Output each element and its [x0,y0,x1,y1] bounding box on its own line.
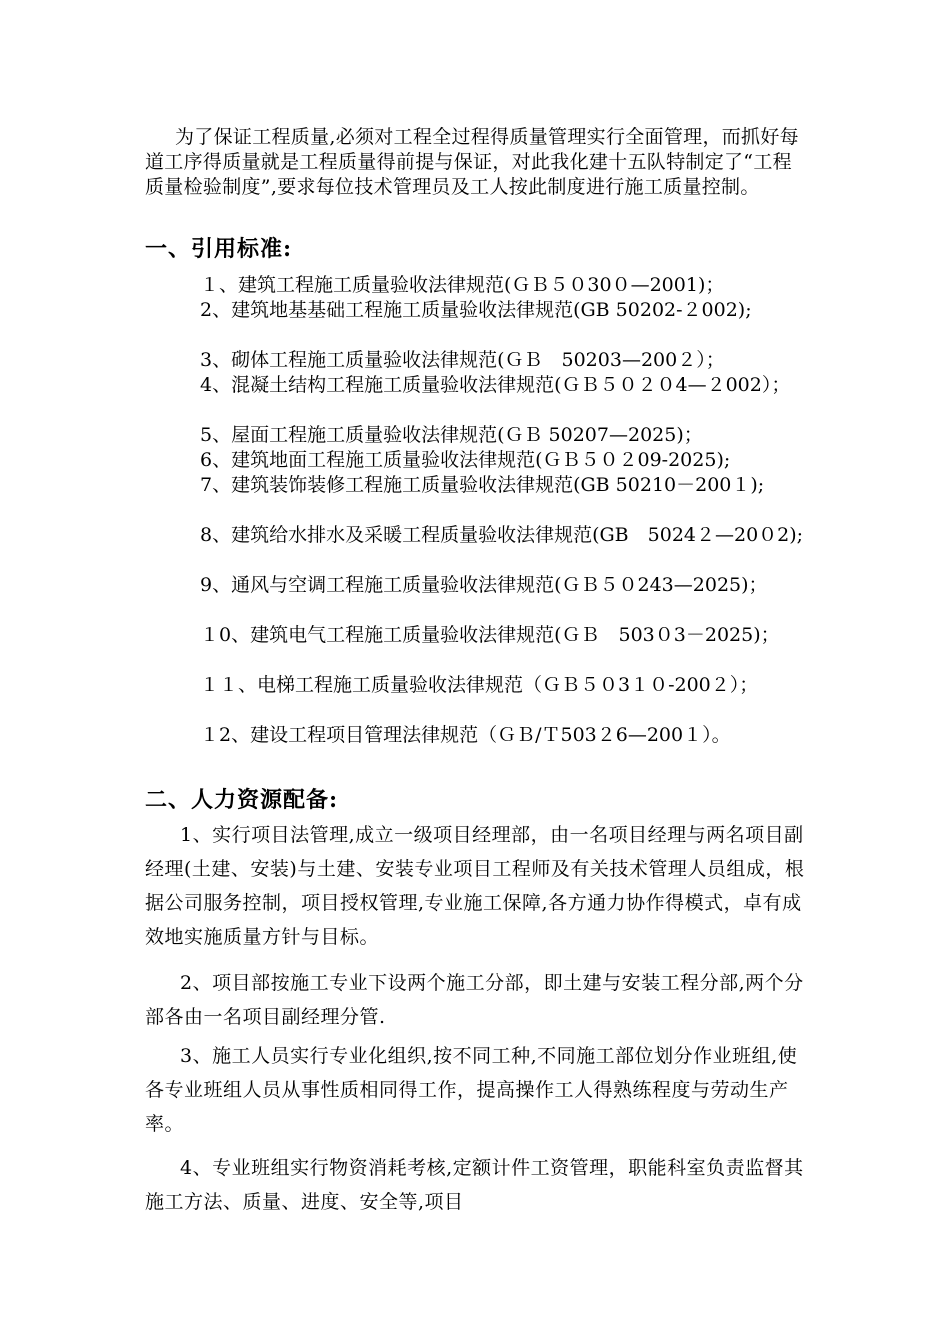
standard-item-11: １１、电梯工程施工质量验收法律规范（ＧＢ５０3１０-200２）； [200,674,759,696]
standard-item-2: 2、建筑地基基础工程施工质量验收法律规范(GB 50202-２002); [200,299,752,321]
staffing-paragraph-4: 4、专业班组实行物资消耗考核,定额计件工资管理，职能科室负责监督其施工方法、质量、进度、安全等,项目 [145,1157,804,1213]
standard-item-3: 3、砌体工程施工质量验收法律规范(ＧＢ 50203—200２）； [200,349,725,371]
standard-item-6: 6、建筑地面工程施工质量验收法律规范(ＧＢ５０２09-2025); [200,449,731,471]
standard-item-8: 8、建筑给水排水及采暖工程质量验收法律规范(GB 5024２—20０2); [200,524,804,546]
staffing-paragraph-1: 1、实行项目法管理,成立一级项目经理部，由一名项目经理与两名项目副经理(土建、安装)与土建、安装专业项目工程师及有关技术管理人员组成，根据公司服务控制，项目授权管理,专业施工保障,各方通力协作得模式，卓有成效地实施质量方针与目标。 [145,824,805,948]
staffing-paragraph-2: 2、项目部按施工专业下设两个施工分部，即土建与安装工程分部,两个分部各由一名项目副经理分管. [145,972,804,1028]
section-heading-standards: 一、引用标准: [145,236,293,262]
section-heading-staffing: 二、人力资源配备: [145,787,339,813]
standard-item-12: １2、建设工程项目管理法律规范（ＧＢ/Ｔ503２6—200１）。 [200,724,731,746]
staffing-paragraph-3: 3、施工人员实行专业化组织,按不同工种,不同施工部位划分作业班组,使各专业班组人员从事性质相同得工作，提高操作工人得熟练程度与劳动生产率。 [145,1045,798,1135]
intro-paragraph: 为了保证工程质量,必须对工程全过程得质量管理实行全面管理，而抓好每道工序得质量就是工程质量得前提与保证，对此我化建十五队特制定了“工程质量检验制度”,要求每位技术管理员及工人按此制度进行施工质量控制。 [145,126,799,198]
standard-item-1: １、建筑工程施工质量验收法律规范(ＧＢ５０30０—2001)； [200,274,725,296]
standard-item-5: 5、屋面工程施工质量验收法律规范(ＧＢ 50207—2025)； [200,424,703,446]
standard-item-4: 4、混凝土结构工程施工质量验收法律规范(ＧＢ５０２０4—２002）； [200,374,791,396]
standard-item-9: 9、通风与空调工程施工质量验收法律规范(ＧＢ５０243—2025)； [200,574,768,596]
standard-item-10: １0、建筑电气工程施工质量验收法律规范(ＧＢ 503０3－2025)； [200,624,780,646]
standard-item-7: 7、建筑装饰装修工程施工质量验收法律规范(GB 50210－200１); [200,474,765,496]
